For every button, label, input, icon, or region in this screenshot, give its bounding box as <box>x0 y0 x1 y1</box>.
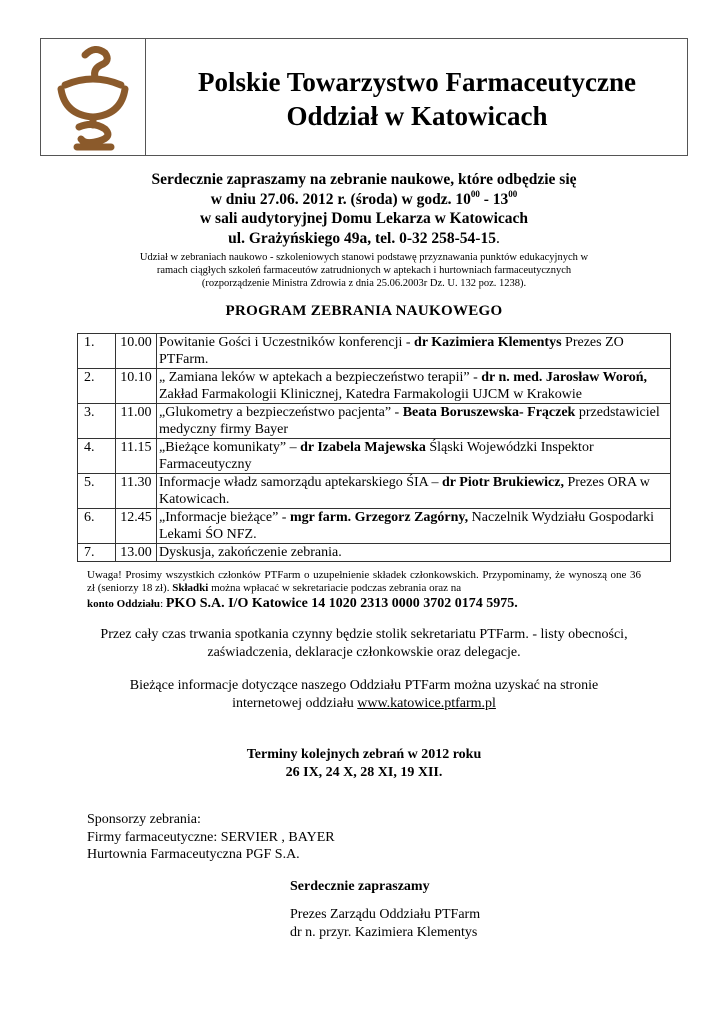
education-note <box>40 251 688 290</box>
time-end-sup: 00 <box>508 188 518 199</box>
secretariat-line-1: Przez cały czas trwania spotkania czynny będzie stolik sekretariatu PTFarm. - listy obecności, <box>100 627 628 642</box>
speaker-affiliation: przedstawiciel medyczny firmy Bayer <box>159 405 660 437</box>
sponsors-block <box>87 811 335 864</box>
description-text: Informacje władz samorządu aptekarskiego ŚIA – <box>159 475 443 490</box>
program-row-time: 13.00 <box>116 544 157 562</box>
bank-account-line <box>87 596 518 612</box>
program-row-number: 7. <box>78 544 116 562</box>
program-row <box>78 334 671 369</box>
account-label: konto Oddziału <box>87 598 161 610</box>
program-row-description <box>157 544 671 562</box>
description-text: Powitanie Gości i Uczestników konferencji - <box>159 335 415 350</box>
title-line-1: Polskie Towarzystwo Farmaceutyczne <box>198 67 636 97</box>
date-text: w dniu 27.06. 2012 r. (środa) w godz. 10 <box>210 190 471 208</box>
website-line-1: Bieżące informacje dotyczące naszego Oddziału PTFarm można uzyskać na stronie <box>129 678 599 693</box>
title-line-2: Oddział w Katowicach <box>286 101 548 131</box>
notice-text: Uwaga! Prosimy wszystkich członków PTFarm o uzupełnienie składek członkowskich. Przypominamy, że wynoszą one 36 zł (seniorzy 18 zł). <box>87 569 641 594</box>
time-start-sup: 00 <box>470 188 480 199</box>
invite-line-1: Serdecznie zapraszamy na zebranie naukowe, które odbędzie się <box>151 171 577 188</box>
program-row-time: 10.10 <box>116 369 157 404</box>
website-line-2 <box>40 695 688 713</box>
sponsors-heading: Sponsorzy zebrania: <box>87 812 201 827</box>
pharmacy-bowl-snake-logo-icon <box>55 43 131 153</box>
program-row-description <box>157 404 671 439</box>
account-number: PKO S.A. I/O Katowice 14 1020 2313 0000 3702 0174 5975. <box>165 596 518 611</box>
time-end-text: - 13 <box>479 190 509 208</box>
invite-line-4 <box>40 229 688 249</box>
program-row-number: 4. <box>78 439 116 474</box>
speaker-name: dr n. med. Jarosław Woroń, <box>481 370 648 385</box>
speaker-name: Beata Boruszewska- Frączek <box>402 405 576 420</box>
program-row-description <box>157 509 671 544</box>
speaker-affiliation: Śląski Wojewódzki Inspektor Farmaceutyczny <box>159 440 594 472</box>
program-row-description <box>157 334 671 369</box>
program-row <box>78 439 671 474</box>
program-row-time: 11.15 <box>116 439 157 474</box>
secretariat-line-2: zaświadczenia, deklaracje członkowskie oraz delegacje. <box>207 644 521 660</box>
program-row-number: 3. <box>78 404 116 439</box>
invitation-block <box>40 170 688 248</box>
website-link[interactable]: www.katowice.ptfarm.pl <box>357 695 496 711</box>
address-period: . <box>495 229 500 247</box>
notice-text-2: można wpłacać w sekretariacie podczas zebrania oraz na <box>208 582 462 594</box>
program-row-number: 6. <box>78 509 116 544</box>
description-text: „Informacje bieżące” - <box>159 510 290 525</box>
next-meetings <box>40 746 688 782</box>
program-row-time: 10.00 <box>116 334 157 369</box>
program-row <box>78 404 671 439</box>
organization-title <box>147 65 687 133</box>
speaker-name: dr Izabela Majewska <box>300 440 426 455</box>
sponsors-pharma: Firmy farmaceutyczne: SERVIER , BAYER <box>87 829 335 845</box>
speaker-affiliation: Prezes ZO PTFarm. <box>159 335 624 367</box>
notice-bold: Składki <box>172 582 209 594</box>
program-row <box>78 544 671 562</box>
speaker-affiliation: Zakład Farmakologii Klinicznej, Katedra Farmakologii UJCM w Krakowie <box>159 387 583 402</box>
invite-line-3: w sali audytoryjnej Domu Lekarza w Katowicach <box>199 210 529 227</box>
signature-block <box>290 906 480 941</box>
program-row-time: 11.30 <box>116 474 157 509</box>
logo-cell <box>41 39 146 155</box>
note-line-1: Udział w zebraniach naukowo - szkoleniowych stanowi podstawę przyznawania punktów edukacyjnych w <box>139 252 589 263</box>
closing-invitation: Serdecznie zapraszamy <box>290 879 430 894</box>
program-title: PROGRAM ZEBRANIA NAUKOWEGO <box>225 303 503 319</box>
program-row-time: 11.00 <box>116 404 157 439</box>
website-info <box>40 677 688 712</box>
speaker-affiliation: Naczelnik Wydziału Gospodarki Lekami ŚO NFZ. <box>159 510 655 542</box>
membership-notice <box>87 569 641 595</box>
program-row-description <box>157 474 671 509</box>
header-box <box>40 38 688 156</box>
program-row-number: 2. <box>78 369 116 404</box>
signature-name: dr n. przyr. Kazimiera Klementys <box>290 924 478 940</box>
invite-line-2 <box>40 190 688 210</box>
program-row-time: 12.45 <box>116 509 157 544</box>
description-text: „ Zamiana leków w aptekach a bezpieczeństwo terapii” - <box>159 370 482 385</box>
program-row-number: 1. <box>78 334 116 369</box>
speaker-name: mgr farm. Grzegorz Zagórny, <box>289 510 469 525</box>
address-text: ul. Grażyńskiego 49a, tel. 0-32 258-54-15 <box>228 229 496 247</box>
program-row <box>78 369 671 404</box>
terms-dates: 26 IX, 24 X, 28 XI, 19 XII. <box>285 765 443 780</box>
terms-heading: Terminy kolejnych zebrań w 2012 roku <box>246 747 482 762</box>
speaker-name: dr Kazimiera Klementys <box>414 335 562 350</box>
program-row <box>78 509 671 544</box>
website-prefix: internetowej oddziału <box>232 695 358 711</box>
signature-title: Prezes Zarządu Oddziału PTFarm <box>290 907 481 922</box>
note-line-3: (rozporządzenie Ministra Zdrowia z dnia 25.06.2003r Dz. U. 132 poz. 1238). <box>201 278 527 289</box>
program-row-description <box>157 369 671 404</box>
account-colon: : <box>160 598 166 610</box>
note-line-2: ramach ciągłych szkoleń farmaceutów zatrudnionych w aptekach i hurtowniach farmaceutycznych <box>156 265 572 276</box>
speaker-affiliation: Prezes ORA w Katowicach. <box>159 475 650 507</box>
program-row <box>78 474 671 509</box>
description-text: „Glukometry a bezpieczeństwo pacjenta” - <box>159 405 403 420</box>
sponsors-wholesale: Hurtownia Farmaceutyczna PGF S.A. <box>87 847 300 862</box>
secretariat-info <box>40 626 688 661</box>
program-row-description <box>157 439 671 474</box>
description-text: „Bieżące komunikaty” – <box>159 440 301 455</box>
program-table <box>77 333 671 562</box>
speaker-name: dr Piotr Brukiewicz, <box>442 475 564 490</box>
description-text: Dyskusja, zakończenie zebrania. <box>159 545 342 560</box>
program-row-number: 5. <box>78 474 116 509</box>
